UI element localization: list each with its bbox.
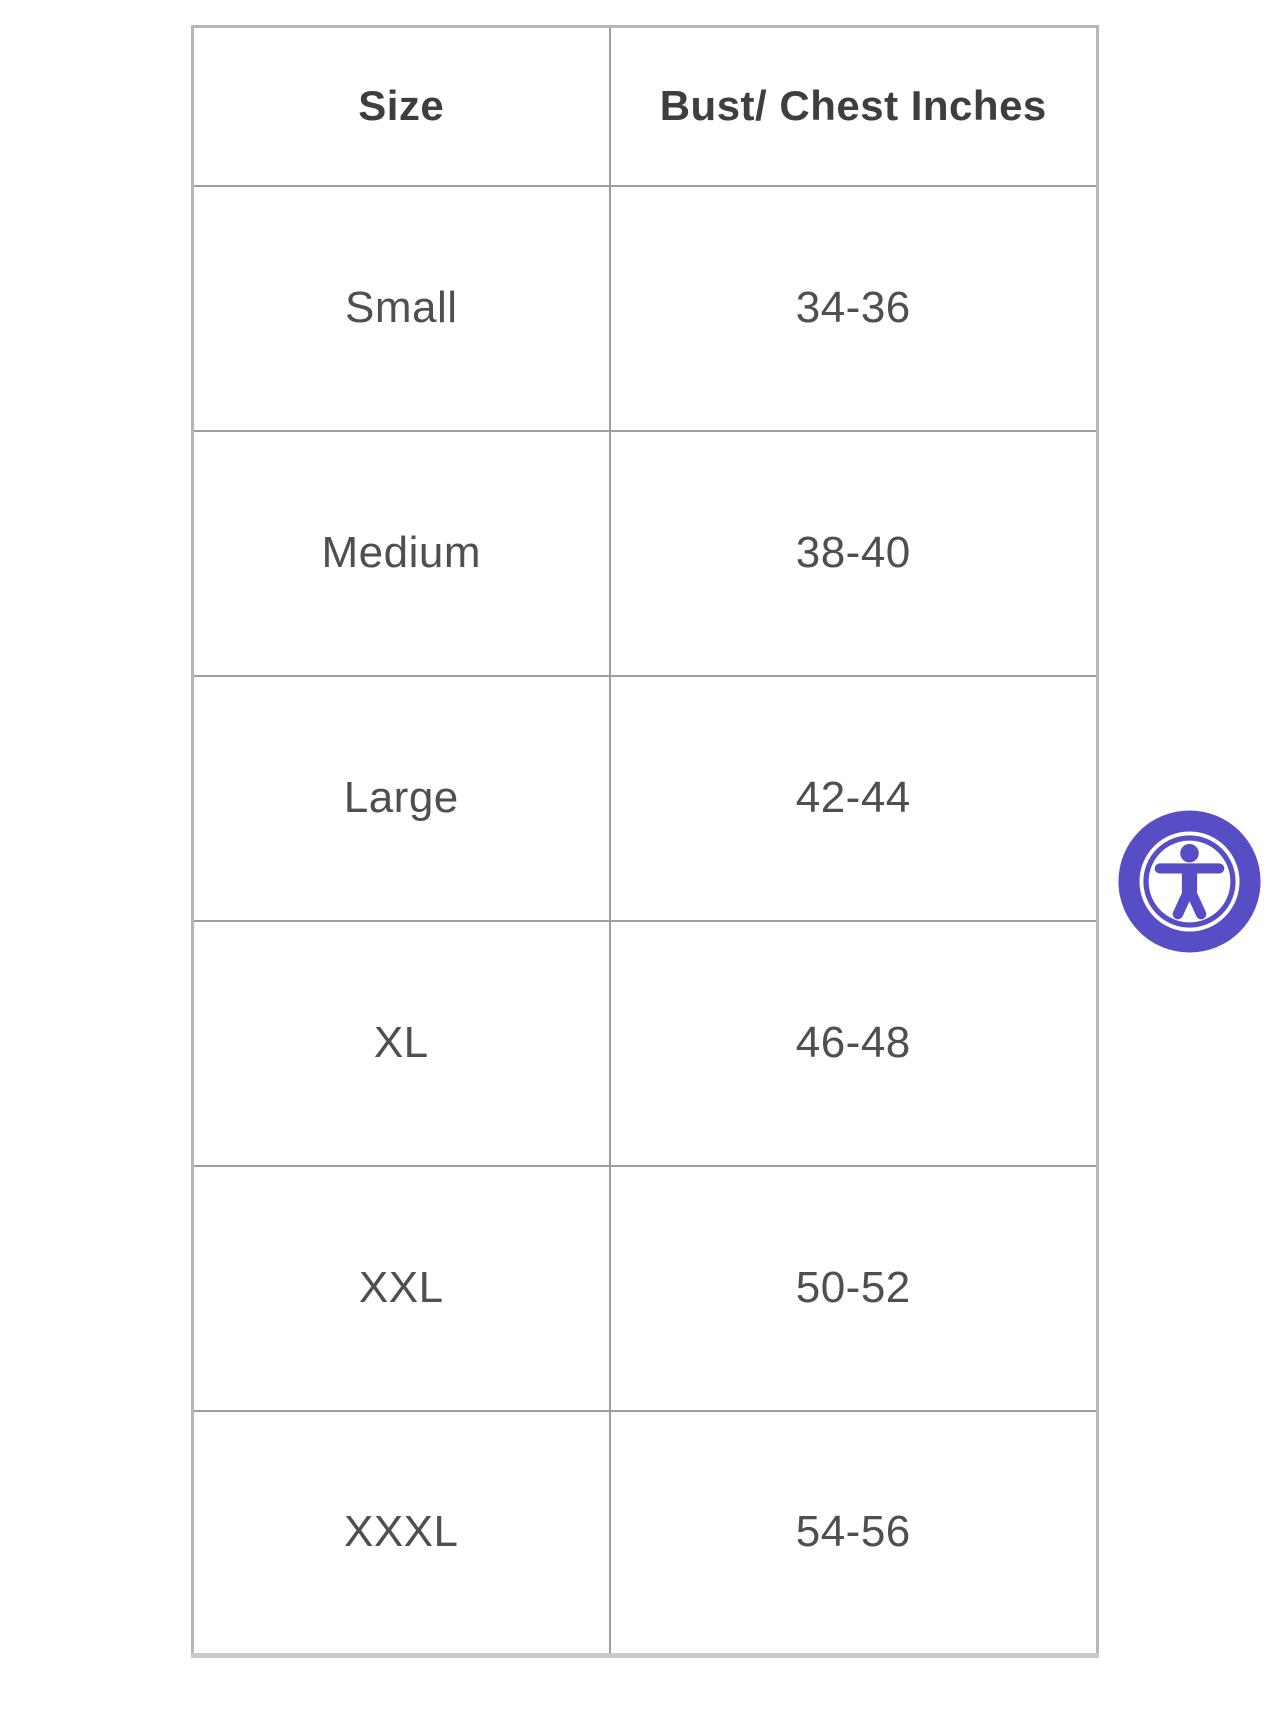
size-chart-table xyxy=(191,25,1099,1658)
size-cell: Large xyxy=(193,676,610,921)
size-cell: Small xyxy=(193,186,610,431)
table-row xyxy=(193,676,1098,921)
accessibility-person-icon xyxy=(1117,809,1262,954)
table-row xyxy=(193,186,1098,431)
size-cell: XXXL xyxy=(193,1411,610,1656)
size-cell: XXL xyxy=(193,1166,610,1411)
size-cell: Medium xyxy=(193,431,610,676)
bust-cell: 42-44 xyxy=(610,676,1098,921)
bust-cell: 50-52 xyxy=(610,1166,1098,1411)
bust-cell: 34-36 xyxy=(610,186,1098,431)
table-row xyxy=(193,1166,1098,1411)
column-header-size: Size xyxy=(193,27,610,186)
table-row xyxy=(193,1411,1098,1656)
table-header-row xyxy=(193,27,1098,186)
bust-cell: 38-40 xyxy=(610,431,1098,676)
bust-cell: 46-48 xyxy=(610,921,1098,1166)
bust-cell: 54-56 xyxy=(610,1411,1098,1656)
size-cell: XL xyxy=(193,921,610,1166)
column-header-bust-chest: Bust/ Chest Inches xyxy=(610,27,1098,186)
table-row xyxy=(193,921,1098,1166)
table-row xyxy=(193,431,1098,676)
accessibility-widget-button[interactable] xyxy=(1117,809,1262,954)
